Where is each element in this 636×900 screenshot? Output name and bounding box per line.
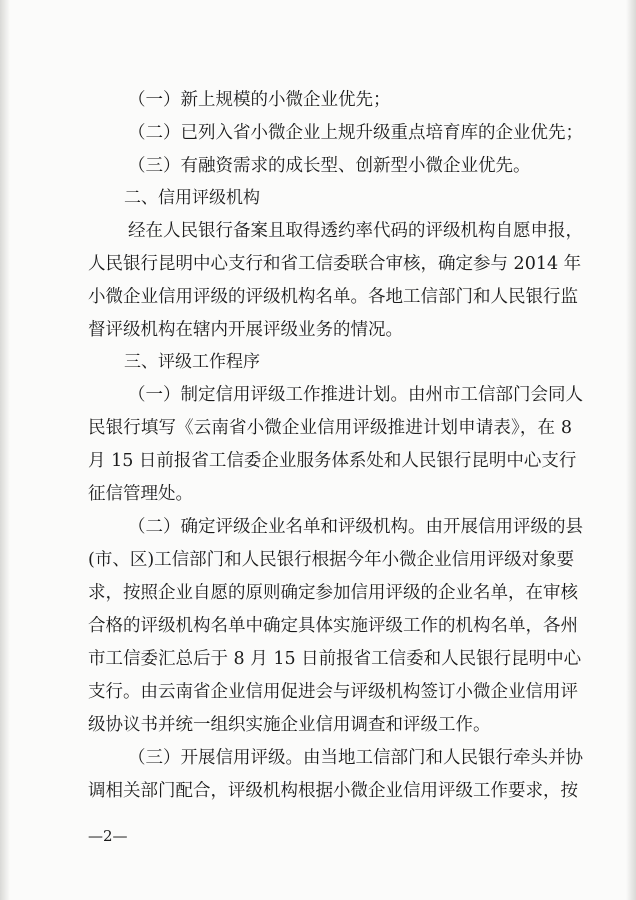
paragraph-line: 合格的评级机构名单中确定具体实施评级工作的机构名单，各州 bbox=[88, 616, 578, 636]
paragraph-line: 支行。由云南省企业信用促进会与评级机构签订小微企业信用评 bbox=[88, 682, 578, 702]
section-heading-procedure: 三、评级工作程序 bbox=[124, 352, 260, 372]
list-item-priority-1: （一）新上规模的小微企业优先； bbox=[128, 90, 391, 110]
paragraph-line: 民银行填写《云南省小微企业信用评级推进计划申请表》，在 8 bbox=[88, 418, 572, 438]
list-item-priority-2: （二）已列入省小微企业上规升级重点培育库的企业优先； bbox=[128, 123, 583, 143]
paragraph-line: (市、区)工信部门和人民银行根据今年小微企业信用评级对象要 bbox=[88, 550, 575, 570]
paragraph-line: （一）制定信用评级工作推进计划。由州市工信部门会同人 bbox=[128, 385, 583, 405]
scan-edge-left bbox=[0, 0, 10, 900]
paragraph-line: （三）开展信用评级。由当地工信部门和人民银行牵头并协 bbox=[128, 748, 583, 768]
paragraph-line: 求，按照企业自愿的原则确定参加信用评级的企业名单，在审核 bbox=[88, 583, 578, 603]
paragraph-line: 征信管理处。 bbox=[88, 484, 193, 504]
paragraph-line: 调相关部门配合，评级机构根据小微企业信用评级工作要求，按 bbox=[88, 781, 578, 801]
paragraph-line: 级协议书并统一组织实施企业信用调查和评级工作。 bbox=[88, 715, 491, 735]
paragraph-line: （二）确定评级企业名单和评级机构。由开展信用评级的县 bbox=[128, 517, 583, 537]
scan-edge-right bbox=[626, 0, 636, 900]
paragraph-line: 月 15 日前报省工信委企业服务体系处和人民银行昆明中心支行 bbox=[88, 451, 577, 471]
section-heading-rating-agencies: 二、信用评级机构 bbox=[124, 188, 260, 208]
paragraph-line: 小微企业信用评级的评级机构名单。各地工信部门和人民银行监 bbox=[88, 287, 578, 307]
paragraph-line: 经在人民银行备案且取得透约率代码的评级机构自愿申报， bbox=[128, 221, 583, 241]
paragraph-line: 人民银行昆明中心支行和省工信委联合审核，确定参与 2014 年 bbox=[88, 254, 582, 274]
page-number: —2— bbox=[88, 827, 128, 845]
list-item-priority-3: （三）有融资需求的成长型、创新型小微企业优先。 bbox=[128, 156, 531, 176]
paragraph-line: 市工信委汇总后于 8 月 15 日前报省工信委和人民银行昆明中心 bbox=[88, 649, 582, 669]
paragraph-line: 督评级机构在辖内开展评级业务的情况。 bbox=[88, 320, 403, 340]
